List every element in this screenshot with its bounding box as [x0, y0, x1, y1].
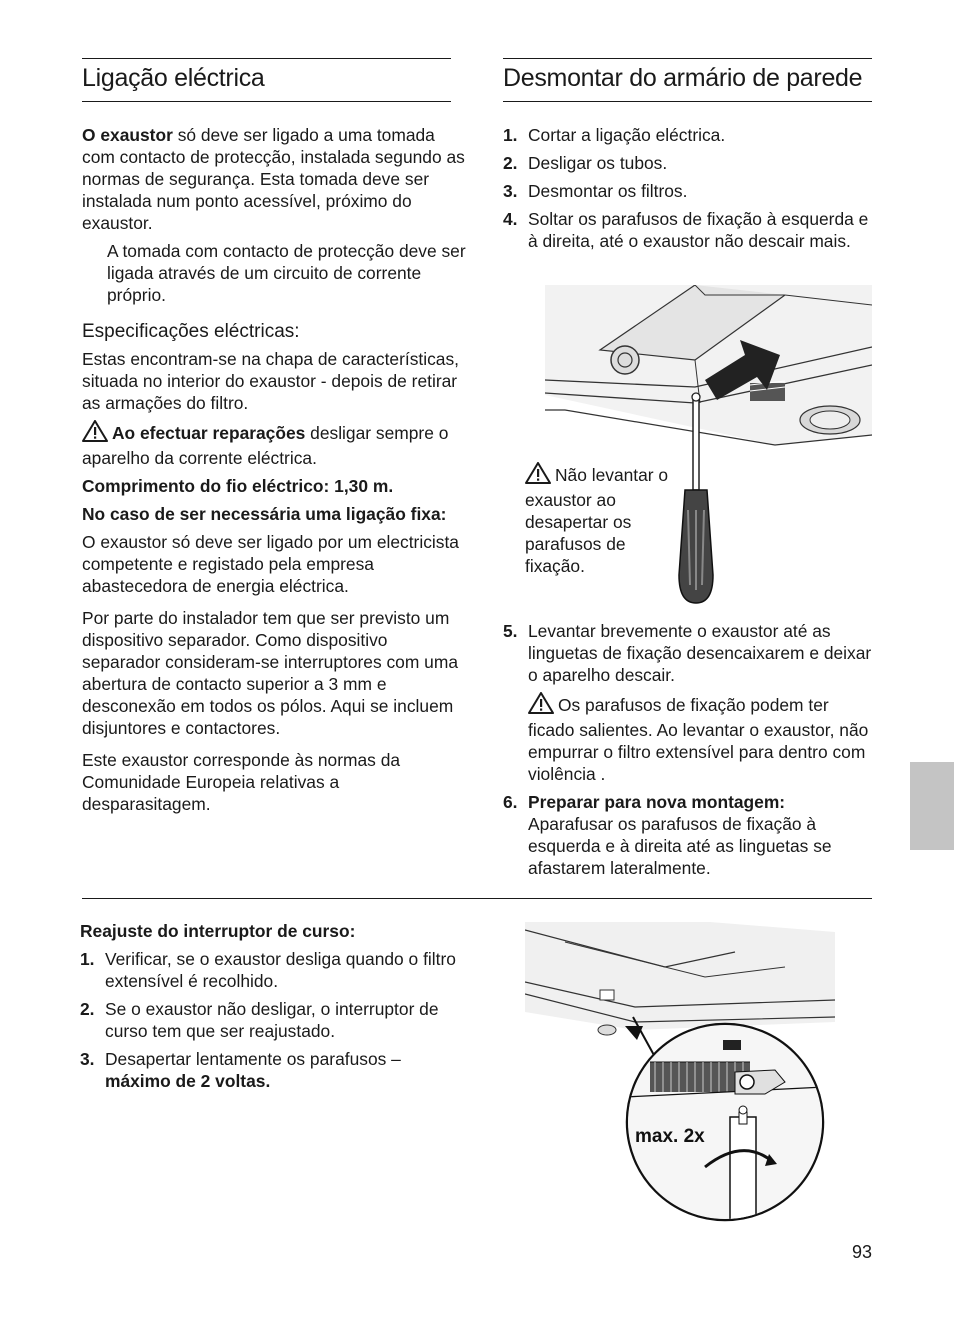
- step-item: 3. Desmontar os filtros.: [503, 181, 688, 201]
- step-item: 3. Desapertar lentamente os parafusos – máximo de 2 voltas.: [80, 1049, 401, 1091]
- title-top-rule-right: [503, 58, 872, 59]
- repair-warning-bold: Ao efectuar reparações: [112, 423, 306, 443]
- figure-warning-caption: [525, 462, 675, 577]
- section-title-removal: Desmontar do armário de parede: [503, 64, 863, 92]
- repair-warning: [82, 420, 468, 469]
- step-item: 4. Soltar os parafusos de fixação à esquerda e à direita, até o exaustor não descair mais.: [503, 209, 869, 251]
- max-turns-label: max. 2x: [635, 1126, 705, 1147]
- step-item: 1. Cortar a ligação eléctrica.: [503, 125, 726, 145]
- eu-text: Este exaustor corresponde às normas da Comunidade Europeia relativas a desparasitagem.: [82, 750, 401, 814]
- limit-switch-section: [80, 920, 470, 1098]
- fixed-connection-text: O exaustor só deve ser ligado por um electricista competente e registado pela empresa abastecedora de energia eléctrica.: [82, 532, 459, 596]
- warning-icon: [528, 692, 554, 719]
- limit-switch-figure: [525, 922, 835, 1227]
- warning-icon: [82, 420, 108, 447]
- spec-heading: Especificações eléctricas:: [82, 321, 300, 342]
- intro-text: só deve ser ligado a uma tomada com contacto de protecção, instalada segundo as normas de segurança. Esta tomada deve ser instalada num ponto acessível, próximo do exaustor.: [82, 125, 465, 233]
- removal-steps-continued: [503, 620, 872, 885]
- step-item: 2. Se o exaustor não desligar, o interruptor de curso tem que ser reajustado.: [80, 999, 439, 1041]
- step-item: 2. Desligar os tubos.: [503, 153, 668, 173]
- spec-text: Estas encontram-se na chapa de características, situada no interior do exaustor - depois de retirar as armações do filtro.: [82, 349, 459, 413]
- fixed-connection-heading: No caso de ser necessária uma ligação fixa:: [82, 504, 447, 524]
- step-item: 6. Preparar para nova montagem: Aparafusar os parafusos de fixação à esquerda e à direita até as linguetas se afastarem lateralmente.: [503, 792, 832, 878]
- step-item: 1. Verificar, se o exaustor desliga quando o filtro extensível é recolhido.: [80, 949, 456, 991]
- warning-icon: [525, 462, 551, 489]
- left-column-body: [82, 124, 468, 821]
- section-divider: [82, 898, 872, 899]
- figure-caption-text: Não levantar o exaustor ao desapertar os parafusos de fixação.: [525, 465, 669, 576]
- section-title-electrical: Ligação eléctrica: [82, 64, 265, 92]
- title-bottom-rule-right: [503, 101, 872, 102]
- page-tab-marker: [910, 762, 954, 850]
- socket-note: A tomada com contacto de protecção deve ser ligada através de um circuito de corrente próprio.: [107, 241, 466, 305]
- removal-steps: [503, 124, 872, 258]
- page-number: 93: [851, 1242, 872, 1262]
- step5-warning: Os parafusos de fixação podem ter ficado salientes. Ao levantar o exaustor, não empurrar o filtro extensível para dentro com violência .: [503, 692, 872, 785]
- installer-text: Por parte do instalador tem que ser previsto um dispositivo separador. Como dispositivo separador consideram-se interruptores com uma abertura de contacto superior a 3 mm e desconexão em todos os pólos. Aqui se incluem disjuntores e contactores.: [82, 608, 458, 738]
- limit-switch-heading: Reajuste do interruptor de curso:: [80, 921, 356, 941]
- title-bottom-rule: [82, 101, 451, 102]
- cable-length: Comprimento do fio eléctrico: 1,30 m.: [82, 476, 394, 496]
- title-top-rule: [82, 58, 451, 59]
- intro-bold: O exaustor: [82, 125, 173, 145]
- step-item: 5. Levantar brevemente o exaustor até as linguetas de fixação desencaixarem e deixar o aparelho descair.: [503, 621, 872, 685]
- intro-paragraph: [82, 124, 468, 234]
- repair-warning-text: desligar sempre o aparelho da corrente eléctrica.: [82, 423, 449, 468]
